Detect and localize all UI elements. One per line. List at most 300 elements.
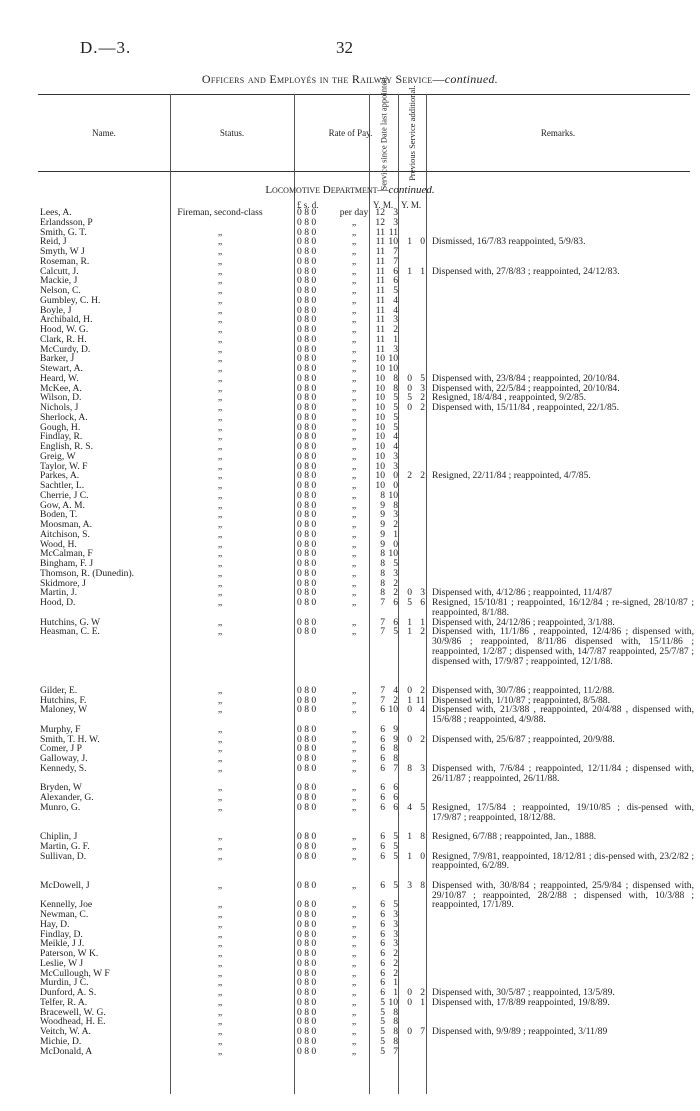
pay-cell: 0 8 0 (297, 528, 317, 540)
title-continued: continued. (444, 72, 499, 86)
previous-years-cell: 1 (407, 265, 412, 277)
pay-period-cell: „ (351, 314, 357, 326)
pay-cell: 0 8 0 (297, 236, 317, 248)
status-cell: „ (217, 850, 223, 862)
service-years-cell: 6 (380, 743, 385, 755)
service-years-cell: 6 (380, 831, 385, 842)
status-cell: „ (217, 470, 223, 482)
pay-cell: 0 8 0 (297, 996, 317, 1008)
service-years-cell: 6 (380, 948, 385, 959)
pay-cell: 0 8 0 (297, 450, 317, 462)
status-cell: „ (217, 558, 223, 569)
pay-cell: 0 8 0 (297, 801, 317, 813)
previous-months-cell: 3 (420, 762, 425, 774)
table-row (0, 783, 700, 793)
status-cell: „ (217, 938, 223, 950)
remarks-cell: Dispensed with, 30/7/86 ; reappointed, 11/2/88. (432, 684, 615, 696)
table-row (0, 471, 700, 481)
status-cell: „ (217, 499, 223, 511)
previous-months-cell: 3 (420, 587, 425, 599)
pay-cell: 0 8 0 (297, 314, 317, 326)
status-cell: „ (217, 372, 223, 384)
name-cell: Taylor, W. F (40, 460, 88, 472)
previous-years-cell: 1 (407, 616, 412, 628)
previous-months-cell: 2 (420, 402, 425, 413)
service-months-cell: 10 (388, 548, 398, 560)
previous-years-cell: 0 (407, 704, 412, 716)
service-years-cell: 6 (380, 753, 385, 764)
table-row (0, 462, 700, 472)
service-years-cell: 10 (375, 353, 385, 365)
service-years-cell: 7 (380, 694, 385, 706)
previous-months-cell: 1 (420, 616, 425, 628)
pay-cell: 0 8 0 (297, 304, 317, 316)
service-years-cell: 10 (375, 421, 385, 433)
pay-period-cell: „ (351, 967, 357, 979)
pay-period-cell: „ (351, 723, 357, 735)
name-cell: Heasman, C. E. (40, 626, 100, 638)
table-row (0, 442, 700, 452)
pay-period-cell: per day (339, 207, 369, 218)
service-months-cell: 3 (393, 928, 398, 940)
service-years-cell: 6 (380, 938, 385, 950)
service-years-cell: 6 (380, 762, 385, 774)
service-months-cell: 5 (393, 402, 398, 413)
remarks-cell: Dispensed with, 22/5/84 ; reappointed, 20/10/84. (432, 382, 620, 394)
service-years-cell: 10 (375, 470, 385, 482)
table-row (0, 735, 700, 745)
pay-cell: 0 8 0 (297, 246, 317, 257)
service-months-cell: 0 (393, 480, 398, 491)
table-row (0, 306, 700, 316)
status-cell: „ (217, 918, 223, 930)
status-cell: „ (217, 431, 223, 443)
service-years-cell: 6 (380, 909, 385, 920)
previous-months-cell: 5 (420, 372, 425, 384)
pay-cell: 0 8 0 (297, 265, 317, 277)
service-years-cell: 6 (380, 801, 385, 813)
page-number: 32 (336, 38, 353, 57)
table-row (0, 267, 700, 277)
pay-period-cell: „ (351, 1006, 357, 1018)
pay-cell: 0 8 0 (297, 324, 317, 335)
table-row (0, 228, 700, 238)
pay-cell: 0 8 0 (297, 1016, 317, 1028)
status-cell: „ (217, 694, 223, 706)
section-continued: continued. (388, 184, 435, 196)
pay-period-cell: „ (351, 343, 357, 355)
status-cell: „ (217, 996, 223, 1008)
service-years-cell: 10 (375, 382, 385, 394)
previous-months-cell: 4 (420, 704, 425, 716)
page-title (0, 72, 700, 87)
pay-period-cell: „ (351, 899, 357, 911)
table-row (0, 803, 700, 832)
table-row (0, 832, 700, 842)
service-months-cell: 4 (393, 684, 398, 696)
pay-cell: 0 8 0 (297, 616, 317, 628)
service-months-cell: 1 (393, 528, 398, 540)
status-cell: „ (217, 782, 223, 794)
service-years-cell: 6 (380, 918, 385, 930)
pay-period-cell: „ (351, 372, 357, 384)
name-cell: Sachtler, L. (40, 480, 85, 491)
service-months-cell: 3 (393, 207, 398, 218)
previous-months-cell: 2 (420, 626, 425, 638)
table-row (0, 237, 700, 247)
name-cell: Hutchins, G. W (40, 616, 101, 628)
name-cell: Smith, T. H. W. (40, 733, 100, 745)
column-header-pay: Rate of Pay. (328, 128, 373, 138)
name-cell: Newman, C. (40, 909, 89, 920)
status-cell: „ (217, 957, 223, 969)
pay-cell: 0 8 0 (297, 363, 317, 374)
previous-months-cell: 0 (420, 236, 425, 248)
name-cell: Smith, G. T. (40, 226, 87, 238)
pay-cell: 0 8 0 (297, 938, 317, 950)
service-months-cell: 3 (393, 567, 398, 579)
service-years-cell: 8 (380, 567, 385, 579)
service-years-cell: 11 (375, 255, 385, 267)
status-cell: „ (217, 899, 223, 911)
service-months-cell: 8 (393, 1035, 398, 1047)
service-months-cell: 8 (393, 499, 398, 511)
table-row (0, 218, 700, 228)
pay-period-cell: „ (351, 499, 357, 511)
name-cell: Munro, G. (40, 801, 81, 813)
pay-cell: 0 8 0 (297, 509, 317, 521)
pay-cell: 0 8 0 (297, 782, 317, 794)
pay-cell: 0 8 0 (297, 1006, 317, 1018)
service-years-cell: 11 (375, 294, 385, 306)
pay-cell: 0 8 0 (297, 967, 317, 979)
name-cell: McDowell, J (40, 879, 90, 891)
table-row (0, 491, 700, 501)
previous-years-cell: 0 (407, 382, 412, 394)
service-months-cell: 2 (393, 519, 398, 530)
table-row (0, 286, 700, 296)
pay-cell: 0 8 0 (297, 421, 317, 433)
table-row (0, 705, 700, 725)
service-years-cell: 9 (380, 509, 385, 521)
service-months-cell: 3 (393, 918, 398, 930)
name-cell: Cherrie, J C. (40, 489, 89, 501)
service-years-cell: 11 (375, 236, 385, 248)
name-cell: Telfer, R. A. (40, 996, 88, 1008)
pay-cell: 0 8 0 (297, 957, 317, 969)
name-cell: Skidmore, J (40, 577, 86, 589)
status-cell: „ (217, 450, 223, 462)
service-years-cell: 6 (380, 792, 385, 803)
name-cell: Parkes, A. (40, 470, 80, 482)
status-cell: „ (217, 343, 223, 355)
status-cell: „ (217, 363, 223, 374)
name-cell: Calcutt, J. (40, 265, 79, 277)
status-cell: „ (217, 1026, 223, 1037)
service-months-cell: 5 (393, 285, 398, 296)
name-cell: Michie, D. (40, 1035, 82, 1047)
previous-years-cell: 1 (407, 626, 412, 638)
name-cell: Mackie, J (40, 275, 78, 287)
pay-period-cell: „ (351, 392, 357, 404)
status-cell: „ (217, 704, 223, 716)
service-years-cell: 11 (375, 226, 385, 238)
status-cell: „ (217, 314, 223, 326)
service-months-cell: 6 (393, 801, 398, 813)
pay-period-cell: „ (351, 616, 357, 628)
pay-period-cell: „ (351, 928, 357, 940)
pay-cell: 0 8 0 (297, 226, 317, 238)
pay-cell: 0 8 0 (297, 753, 317, 764)
name-cell: Gilder, E. (40, 684, 78, 696)
service-years-cell: 10 (375, 411, 385, 423)
name-cell: Reid, J (40, 236, 67, 248)
pay-cell: 0 8 0 (297, 626, 317, 638)
table-row (0, 432, 700, 442)
pay-period-cell: „ (351, 450, 357, 462)
name-cell: Findlay, D. (40, 928, 83, 940)
service-months-cell: 8 (393, 372, 398, 384)
column-header-status: Status. (219, 128, 245, 138)
pay-cell: 0 8 0 (297, 255, 317, 267)
service-months-cell: 7 (393, 246, 398, 257)
pay-period-cell: „ (351, 324, 357, 335)
service-months-cell: 5 (393, 850, 398, 862)
service-years-cell: 6 (380, 782, 385, 794)
status-cell: „ (217, 616, 223, 628)
previous-years-cell: 0 (407, 996, 412, 1008)
pay-period-cell: „ (351, 558, 357, 569)
service-months-cell: 2 (393, 957, 398, 969)
status-cell: „ (217, 275, 223, 287)
service-months-cell: 10 (388, 489, 398, 501)
service-years-cell: 10 (375, 441, 385, 452)
pay-period-cell: „ (351, 801, 357, 813)
pay-period-cell: „ (351, 275, 357, 287)
pay-cell: 0 8 0 (297, 519, 317, 530)
previous-years-cell: 1 (407, 236, 412, 248)
service-years-cell: 5 (380, 1006, 385, 1018)
service-years-cell: 9 (380, 538, 385, 550)
service-months-cell: 5 (393, 392, 398, 404)
service-months-cell: 7 (393, 762, 398, 774)
service-months-cell: 9 (393, 723, 398, 735)
status-cell: „ (217, 1035, 223, 1047)
name-cell: Gumbley, C. H. (40, 294, 101, 306)
service-months-cell: 10 (388, 353, 398, 365)
service-years-cell: 8 (380, 548, 385, 560)
service-months-cell: 8 (393, 1006, 398, 1018)
name-cell: Murphy, F (40, 723, 81, 735)
table-row (0, 1047, 700, 1057)
service-months-cell: 8 (393, 753, 398, 764)
remarks-cell: Dispensed with, 7/6/84 ; reappointed, 12/11/84 ; dispensed with, 26/11/87 ; reappointed, 26/11/88. (432, 762, 694, 784)
pay-period-cell: „ (351, 918, 357, 930)
remarks-cell: Dispensed with, 15/11/84 , reappointed, 22/1/85. (432, 402, 619, 413)
pay-cell: 0 8 0 (297, 918, 317, 930)
service-months-cell: 5 (393, 626, 398, 638)
table-body (0, 208, 700, 1056)
table-row (0, 481, 700, 491)
name-cell: Martin, J. (40, 587, 78, 599)
remarks-cell: Resigned, 6/7/88 ; reappointed, Jan., 1888. (432, 831, 597, 842)
remarks-cell: Dispensed with, 30/8/84 ; reappointed, 25/9/84 ; dispensed with, 29/10/87 ; reappointed, 28/2/88 ; dispensed with, 10/3/88 ; reappointed, 17/1/89. (432, 879, 694, 911)
service-months-cell: 1 (393, 977, 398, 989)
name-cell: Moosman, A. (40, 519, 92, 530)
pay-period-cell: „ (351, 831, 357, 842)
status-cell: „ (217, 879, 223, 891)
pay-period-cell: „ (351, 1016, 357, 1028)
service-years-cell: 9 (380, 499, 385, 511)
pay-cell: 0 8 0 (297, 441, 317, 452)
pay-units: £ s. d. (297, 200, 319, 210)
previous-months-cell: 6 (420, 597, 425, 608)
name-cell: Comer, J P (40, 743, 82, 755)
remarks-cell: Dispensed with, 9/9/89 ; reappointed, 3/11/89 (432, 1026, 608, 1037)
pay-cell: 0 8 0 (297, 207, 317, 218)
pay-cell: 0 8 0 (297, 392, 317, 404)
previous-months-cell: 11 (415, 694, 425, 706)
pay-period-cell: „ (351, 597, 357, 608)
pay-cell: 0 8 0 (297, 470, 317, 482)
name-cell: Hood, W. G. (40, 324, 89, 335)
service-months-cell: 1 (393, 333, 398, 345)
table-row (0, 520, 700, 530)
table-row (0, 900, 700, 910)
table-row (0, 354, 700, 364)
status-cell: „ (217, 265, 223, 277)
name-cell: Bingham, F. J (40, 558, 94, 569)
previous-months-cell: 2 (420, 987, 425, 998)
service-years-cell: 11 (375, 304, 385, 316)
pay-period-cell: „ (351, 762, 357, 774)
previous-years-cell: 3 (407, 879, 412, 891)
pay-period-cell: „ (351, 528, 357, 540)
table-row (0, 413, 700, 423)
name-cell: English, R. S. (40, 441, 94, 452)
service-years-cell: 10 (375, 372, 385, 384)
pay-cell: 0 8 0 (297, 489, 317, 501)
name-cell: Gough, H. (40, 421, 81, 433)
service-months-cell: 4 (393, 441, 398, 452)
previous-years-cell: 0 (407, 587, 412, 599)
table-row (0, 627, 700, 686)
service-years-cell: 10 (375, 450, 385, 462)
pay-period-cell: „ (351, 743, 357, 755)
pay-cell: 0 8 0 (297, 597, 317, 608)
service-months-cell: 3 (393, 450, 398, 462)
pay-period-cell: „ (351, 987, 357, 998)
service-months-cell: 7 (393, 255, 398, 267)
remarks-cell: Dispensed with, 1/10/87 ; reappointed, 8/5/88. (432, 694, 610, 706)
table-row (0, 549, 700, 559)
service-months-cell: 10 (388, 996, 398, 1008)
remarks-cell: Dispensed with, 25/6/87 ; reappointed, 20/9/88. (432, 733, 615, 745)
column-header-remarks: Remarks. (540, 128, 576, 138)
name-cell: Hutchins, F. (40, 694, 87, 706)
service-months-cell: 5 (393, 411, 398, 423)
pay-period-cell: „ (351, 246, 357, 257)
pay-cell: 0 8 0 (297, 460, 317, 472)
service-months-cell: 10 (388, 236, 398, 248)
service-months-cell: 4 (393, 431, 398, 443)
remarks-cell: Dispensed with, 17/8/89 reappointed, 19/8/89. (432, 996, 610, 1008)
pay-period-cell: „ (351, 840, 357, 852)
service-years-cell: 10 (375, 402, 385, 413)
name-cell: Leslie, W J (40, 957, 84, 969)
status-cell: „ (217, 626, 223, 638)
name-cell: Findlay, R. (40, 431, 83, 443)
name-cell: Hood, D. (40, 597, 76, 608)
previous-years-cell: 2 (407, 470, 412, 482)
pay-cell: 0 8 0 (297, 733, 317, 745)
table-row (0, 384, 700, 394)
table-row (0, 501, 700, 511)
column-header-service (369, 75, 398, 191)
status-cell: „ (217, 402, 223, 413)
service-years-cell: 6 (380, 957, 385, 969)
name-cell: Paterson, W K. (40, 948, 99, 959)
service-years-cell: 11 (375, 324, 385, 335)
table-row (0, 764, 700, 784)
name-cell: Sherlock, A. (40, 411, 88, 423)
pay-period-cell: „ (351, 1045, 357, 1057)
column-header-previous (398, 85, 426, 181)
pay-cell: 0 8 0 (297, 402, 317, 413)
pay-period-cell: „ (351, 304, 357, 316)
table-row (0, 423, 700, 433)
service-years-cell: 6 (380, 733, 385, 745)
name-cell: Murdin, J C. (40, 977, 89, 989)
pay-period-cell: „ (351, 255, 357, 267)
previous-units: Y. M. (401, 200, 422, 210)
pay-cell: 0 8 0 (297, 548, 317, 560)
service-years-cell: 6 (380, 723, 385, 735)
name-cell: McCullough, W F (40, 967, 110, 979)
pay-cell: 0 8 0 (297, 558, 317, 569)
name-cell: Woodhead, H. E. (40, 1016, 106, 1028)
table-row (0, 530, 700, 540)
service-years-cell: 8 (380, 489, 385, 501)
service-months-cell: 0 (393, 470, 398, 482)
service-years-cell: 11 (375, 246, 385, 257)
status-cell: „ (217, 801, 223, 813)
service-months-cell: 3 (393, 509, 398, 521)
status-cell: „ (217, 723, 223, 735)
name-cell: Gow, A. M. (40, 499, 85, 511)
pay-period-cell: „ (351, 626, 357, 638)
pay-cell: 0 8 0 (297, 372, 317, 384)
title-main: Officers and Employés in the Railway Service— (201, 72, 445, 86)
pay-period-cell: „ (351, 753, 357, 764)
service-months-cell: 6 (393, 792, 398, 803)
previous-months-cell: 7 (420, 1026, 425, 1037)
table-row (0, 598, 700, 618)
previous-years-cell: 5 (407, 597, 412, 608)
pay-cell: 0 8 0 (297, 743, 317, 755)
status-cell: „ (217, 977, 223, 989)
pay-cell: 0 8 0 (297, 762, 317, 774)
previous-years-cell: 1 (407, 694, 412, 706)
status-cell: „ (217, 421, 223, 433)
name-cell: Hay, D. (40, 918, 70, 930)
pay-cell: 0 8 0 (297, 928, 317, 940)
status-cell: „ (217, 489, 223, 501)
service-months-cell: 5 (393, 840, 398, 852)
service-months-cell: 8 (393, 382, 398, 394)
status-cell: „ (217, 246, 223, 257)
name-cell: Alexander, G. (40, 792, 94, 803)
